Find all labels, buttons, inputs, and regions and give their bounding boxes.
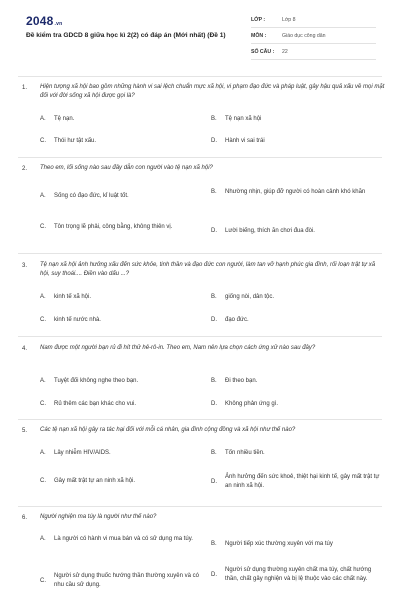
option-d[interactable] xyxy=(211,316,383,325)
question-number: 2. xyxy=(22,166,28,172)
question-text: Nam được một người bạn rủ đi hít thử hê-rô-in. Theo em, Nam nên lựa chọn cách ứng xử nào sau đây? xyxy=(40,345,316,351)
option-a[interactable] xyxy=(40,535,200,544)
divider xyxy=(18,76,382,77)
divider xyxy=(18,506,382,507)
option-letter: C. xyxy=(40,401,46,407)
meta-value: Lớp 8 xyxy=(282,16,296,23)
option-letter: C. xyxy=(40,478,46,484)
option-letter: D. xyxy=(211,401,217,407)
option-letter: D. xyxy=(211,571,217,578)
option-a[interactable] xyxy=(40,115,200,124)
option-d[interactable] xyxy=(211,400,383,409)
question-text: Theo em, lối sống nào sau đây dẫn con người vào tệ nạn xã hội? xyxy=(40,165,213,171)
option-letter: B. xyxy=(211,378,217,384)
option-d[interactable] xyxy=(211,227,383,236)
option-letter: B. xyxy=(211,541,217,547)
document-title: Đề kiểm tra GDCD 8 giữa học kì 2(2) có đáp án (Mới nhất) (Đề 1) xyxy=(26,32,226,39)
option-letter: B. xyxy=(211,116,217,122)
question-number: 3. xyxy=(22,263,28,269)
option-letter: A. xyxy=(40,294,46,300)
option-c[interactable] xyxy=(40,316,200,325)
option-text: Sống có đạo đức, kỉ luật tốt. xyxy=(54,193,129,199)
divider xyxy=(18,157,382,158)
option-text: Tệ nạn xã hội xyxy=(225,116,262,122)
option-a[interactable] xyxy=(40,192,200,201)
option-letter: D. xyxy=(211,317,217,323)
option-letter: D. xyxy=(211,228,217,234)
option-text: Nhường nhịn, giúp đỡ người có hoàn cảnh khó khăn xyxy=(225,189,366,195)
divider xyxy=(18,253,382,254)
option-text: Tôn trọng lẽ phải, công bằng, không thiên vị. xyxy=(54,224,173,230)
option-text: Gây mất trật tự an ninh xã hội. xyxy=(54,478,136,484)
question-number: 5. xyxy=(22,428,28,434)
option-d[interactable] xyxy=(211,473,383,491)
option-a[interactable] xyxy=(40,449,200,458)
option-b[interactable] xyxy=(211,115,383,124)
option-letter: A. xyxy=(40,450,46,456)
meta-value: Giáo dục công dân xyxy=(282,32,326,39)
option-c[interactable] xyxy=(40,400,200,409)
option-text: Ảnh hưởng đến sức khoẻ, thiệt hại kinh tế, gây mất trật tự an ninh xã hội. xyxy=(225,474,380,489)
option-a[interactable] xyxy=(40,293,200,302)
meta-table xyxy=(251,12,376,60)
option-a[interactable] xyxy=(40,377,200,386)
question-text: Tệ nạn xã hội ảnh hưởng xấu đến sức khỏe, tinh thần và đạo đức con người, làm tan vỡ hạnh phúc gia đình, rối loạn trật tự xã hội, suy thoái.... Điền vào dấu ...? xyxy=(40,262,376,277)
meta-row-count xyxy=(251,44,376,60)
option-text: kinh tế nước nhà. xyxy=(54,317,101,323)
question-text: Người nghiện ma túy là người như thế nào? xyxy=(40,514,157,520)
option-c[interactable] xyxy=(40,477,200,486)
meta-key: MÔN : xyxy=(251,32,267,39)
option-text: giống nòi, dân tộc. xyxy=(225,294,275,300)
divider xyxy=(18,336,382,337)
divider xyxy=(18,419,382,420)
question-text: Hiện tượng xã hội bao gồm những hành vi sai lệch chuẩn mực xã hội, vi phạm đạo đức và pháp luật, gây hậu quả xấu về mọi mặt đối với đời sống xã hội được gọi là? xyxy=(40,84,385,99)
option-text: Người tiếp xúc thường xuyên với ma túy xyxy=(225,541,333,547)
meta-row-class xyxy=(251,12,376,28)
option-text: Đi theo bạn. xyxy=(225,378,258,384)
option-text: Lây nhiễm HIV/AIDS. xyxy=(54,450,111,456)
option-text: đạo đức. xyxy=(225,317,249,323)
option-text: Là người có hành vi mua bán và có sử dụng ma túy. xyxy=(54,536,193,542)
option-letter: D. xyxy=(211,478,217,485)
option-text: Người sử dụng thuốc hướng thần thường xuyên và có nhu cầu sử dụng. xyxy=(54,573,199,588)
question-number: 6. xyxy=(22,515,28,521)
site-logo[interactable] xyxy=(26,14,62,28)
option-c[interactable] xyxy=(40,223,200,232)
option-letter: A. xyxy=(40,193,46,199)
option-d[interactable] xyxy=(211,566,383,584)
meta-key: LỚP : xyxy=(251,16,266,23)
meta-key: SỐ CÂU : xyxy=(251,48,275,55)
meta-value: 22 xyxy=(282,48,288,55)
option-text: Tệ nạn. xyxy=(54,116,75,122)
option-letter: C. xyxy=(40,224,46,230)
option-letter: C. xyxy=(40,577,46,584)
option-letter: B. xyxy=(211,189,217,195)
option-text: Tuyệt đối không nghe theo bạn. xyxy=(54,378,139,384)
option-c[interactable] xyxy=(40,572,200,590)
option-letter: B. xyxy=(211,450,217,456)
option-b[interactable] xyxy=(211,377,383,386)
meta-row-subject xyxy=(251,28,376,44)
question-text: Các tệ nạn xã hội gây ra tác hại đối với mỗi cá nhân, gia đình cộng đồng và xã hội như thế nào? xyxy=(40,427,296,433)
option-letter: C. xyxy=(40,317,46,323)
option-text: Người sử dụng thường xuyên chất ma túy, chất hướng thần, chất gây nghiện và bị lệ thuộc vào các chất này. xyxy=(225,567,372,582)
option-text: Thói hư tật xấu. xyxy=(54,138,97,144)
option-d[interactable] xyxy=(211,137,383,146)
option-b[interactable] xyxy=(211,188,383,197)
option-letter: A. xyxy=(40,378,46,384)
option-letter: D. xyxy=(211,138,217,144)
option-text: Lười biếng, thích ăn chơi đua đòi. xyxy=(225,228,315,234)
option-letter: C. xyxy=(40,138,46,144)
option-text: kinh tế xã hội. xyxy=(54,294,92,300)
question-number: 1. xyxy=(22,85,28,91)
option-b[interactable] xyxy=(211,449,383,458)
option-letter: A. xyxy=(40,536,46,542)
question-number: 4. xyxy=(22,346,28,352)
option-text: Hành vi sai trái xyxy=(225,138,265,144)
logo-text: 2048 xyxy=(26,14,54,28)
logo-suffix: .vn xyxy=(54,21,63,27)
option-b[interactable] xyxy=(211,293,383,302)
page-header xyxy=(0,0,400,68)
option-text: Tốn nhiều tiền. xyxy=(225,450,265,456)
option-text: Rủ thêm các bạn khác cho vui. xyxy=(54,401,137,407)
option-text: Không phản ứng gì. xyxy=(225,401,279,407)
option-letter: A. xyxy=(40,116,46,122)
option-letter: B. xyxy=(211,294,217,300)
option-c[interactable] xyxy=(40,137,200,146)
option-b[interactable] xyxy=(211,540,383,549)
